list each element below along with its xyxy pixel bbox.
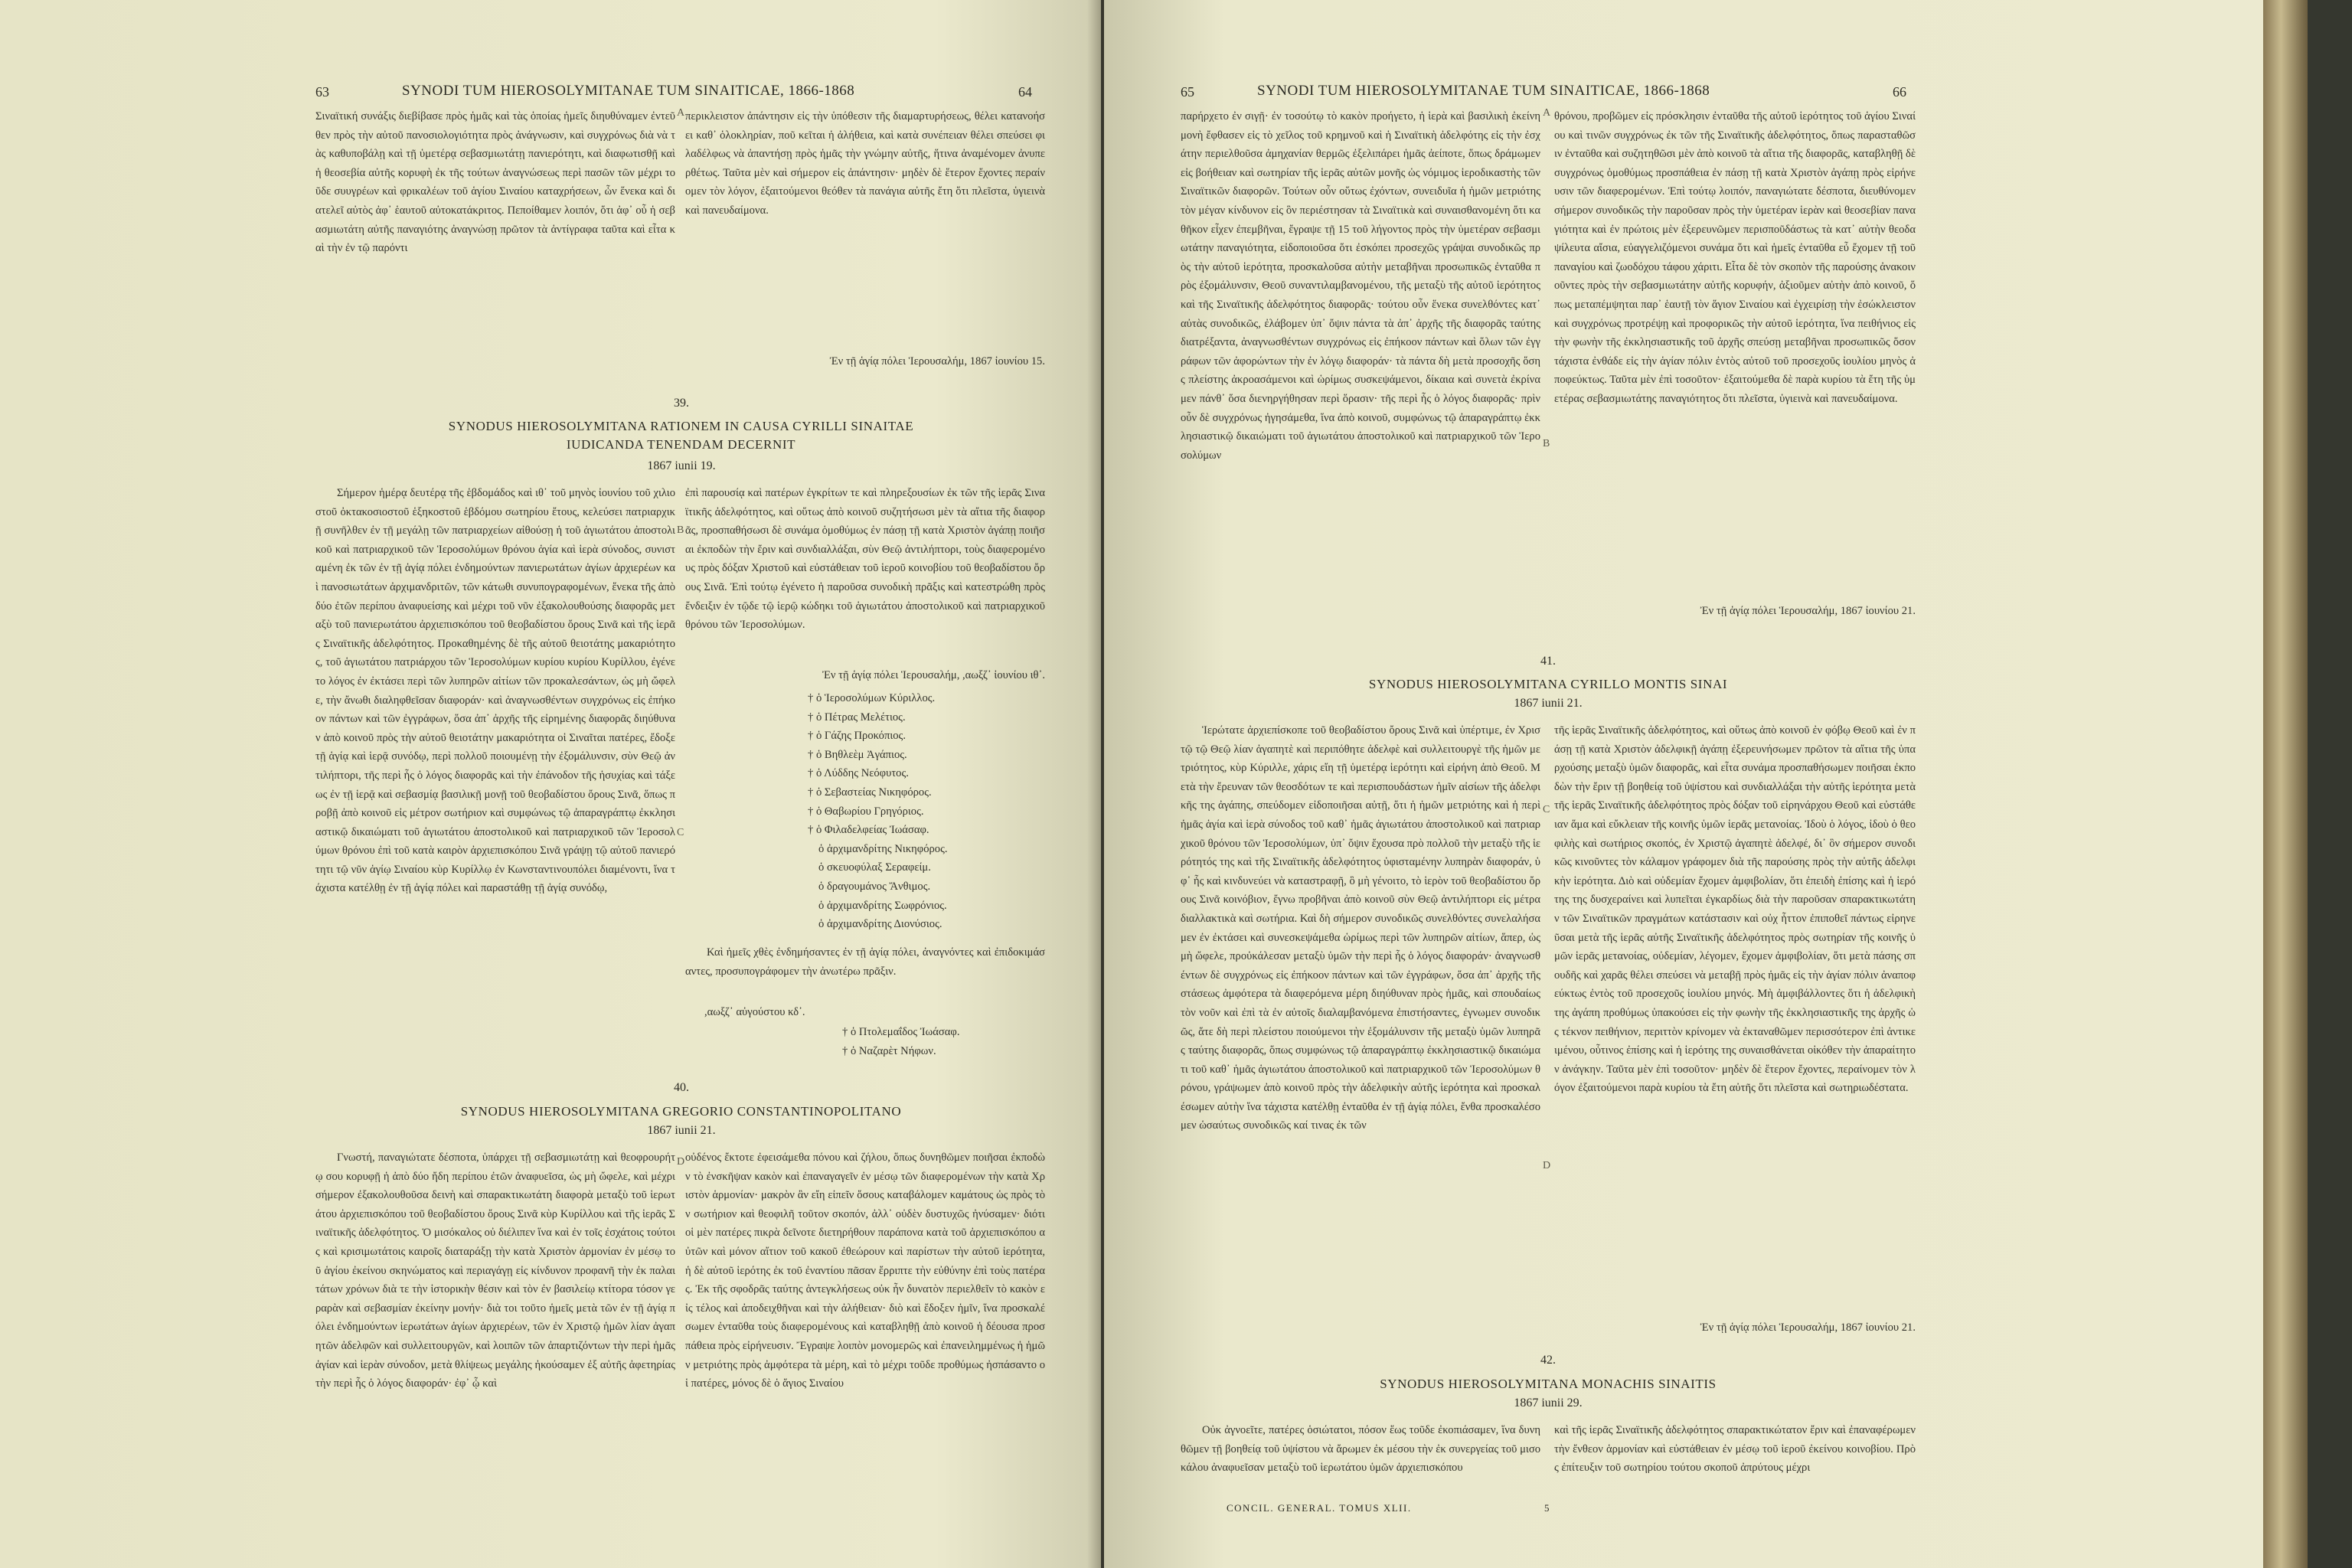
margin-marker-c: C (677, 827, 684, 838)
doc42-title: SYNODUS HIEROSOLYMITANA MONACHIS SINAITIS (1380, 1377, 1717, 1391)
footer-volume: CONCIL. GENERAL. TOMUS XLII. (1227, 1502, 1412, 1514)
right-page (1104, 0, 2308, 1568)
paragraph: Ἱερώτατε ἀρχιεπίσκοπε τοῦ θεοβαδίστου ὄρους Σινᾶ καὶ ὑπέρτιμε, ἐν Χριστῷ τῷ Θεῷ λίαν ἀγαπητὲ καὶ περιπόθητε ἀδελφὲ καὶ συλλειτουργὲ τῆς ἡμῶν μετριότητος, κὺρ Κύριλλε, χάρις εἴη τῇ ὑμετέρᾳ ἱερότητι καὶ εἰρήνη ἀπὸ Θεοῦ. Μετὰ τὴν ἔρευναν τῶν θεοσδότων τε καὶ περισπουδάστων ἡμῖν αἰσίων τῆς ἀδελφικῆς της ἀγάπης, σπεύδομεν εἰδοποιῆσαι αὐτῇ, ὅτι ἡ ἡμῶν μετριότης καὶ ἡ περὶ ἡμᾶς ἁγία καὶ ἱερὰ σύνοδος τοῦ καθ᾽ ἡμᾶς ἁγιωτάτου ἀποστολικοῦ καὶ πατριαρχικοῦ θρόνου τῶν Ἱεροσολύμων, ὑπ᾽ ὄψιν ἔχουσα πρὸ πολλοῦ τὴν μεταξὺ τῆς ἱερότητός της καὶ τῆς Σιναϊτικῆς ἀδελφότητος ὑφισταμένην λυπηρὰν διαφοράν, ὑφ᾽ ἧς καὶ κινδυνεύει νὰ καταστραφῇ, ὃ μὴ γένοιτο, τὸ ἱερὸν τοῦ θεοβαδίστου ὄρους Σινᾶ κοινόβιον, ἔγνω προβῆναι ἀπὸ κοινοῦ σὺν Θεῷ ἀντιλήπτορι εἰς μέτρα διαλλακτικὰ καὶ σωτήρια. Καὶ δὴ σήμερον συνοδικῶς συνελθόντες συνελαλήσαμεν ἐν ἐκτάσει καὶ συνεσκεψάμεθα ὡρίμως περὶ τῶν λυπηρῶν αἰτίων, ἅπερ, ὡς μὴ ὤφελε, προὐκάλεσαν μεταξὺ ὑμῶν τὴν περὶ ἧς ὁ λόγος διαφοράν· ἀναγνωσθέντων δὲ συγχρόνως εἰς ἐπήκοον πάντων καὶ τῶν ἐγγράφων, ὅσα ἀπ᾽ ἀρχῆς τῆς στάσεως ἀμφότερα τὰ διαφερόμενα μέρη διηύθυναν πρὸς ἡμᾶς, καὶ σπουδαίως τὸν νοῦν καὶ ἐπὶ τὰ ἐν αὐτοῖς διαλαμβανόμενα ἐπιστήσαντες, ἐγνωμεν συνοδικῶς, ἅτε δὴ περὶ πλείστου ποιούμενοι τὴν ἐξομάλυνσιν τῆς μεταξὺ ὑμῶν λυπηρᾶς ταύτης διαφορᾶς, ὅπως συμφώνως τῷ ἀπαραγράπτῳ ἐκκλησιαστικῷ δικαιώματι τοῦ καθ᾽ ἡμᾶς ἁγιωτάτου ἀποστολικοῦ καὶ πατριαρχικοῦ τῶν Ἱεροσολύμων θρόνου, γράψωμεν ἀπὸ κοινοῦ πρὸς τὴν ἀδελφικὴν αὐτῆς ἱερότητα καὶ προσκαλέσωμεν αὐτὴν ἵνα τάχιστα κατέλθῃ ἐνταῦθα ἐν τῇ ἁγίᾳ πόλει, ἔνθα προσκαλέσομεν ὡσαύτως συνοδικῶς καί τινας ἐκ τῶν (1181, 724, 1540, 1132)
doc39-number: 39. (674, 397, 689, 410)
paragraph: τῆς ἱερᾶς Σιναϊτικῆς ἀδελφότητος, καὶ οὕτως ἀπὸ κοινοῦ ἐν φόβῳ Θεοῦ καὶ ἐν πάσῃ τῇ κατὰ Χριστὸν ἀδελφικῇ ἀγάπῃ ἐξερευνήσωμεν πρῶτον τὰ αἴτια τῆς ὑπαρχούσης μεταξὺ ὑμῶν διαφορᾶς, καὶ εἶτα συνάμα προσπαθήσωμεν ποιῆσαι ἐκποδὼν τὴν ἔριν τῇ βοηθείᾳ τοῦ ὑψίστου καὶ συνδιαλλάξαι τὴν αὐτῆς ἱερότητα μετὰ τῆς ἱερᾶς Σιναϊτικῆς ἀδελφότητος πρὸς δόξαν τοῦ εἰρηνάρχου Θεοῦ καὶ εὐστάθειαν ἅμα καὶ εὔκλειαν τῆς κοινῆς ὑμῶν ἱερᾶς μετανοίας. Ἰδοὺ ὁ λόγος, ἰδοὺ ὁ θεοφιλὴς καὶ σωτήριος σκοπός, ἐν Χριστῷ ἀγαπητὲ ἀδελφέ, δι᾽ ὃν σήμερον συνοδικῶς κινοῦντες τὸν κάλαμον γράφομεν διὰ τῆς παρούσης πρὸς τὴν αὐτῆς ἀδελφικὴν ἱερότητα. Διὸ καὶ οὐδεμίαν ἔχομεν ἀμφιβολίαν, ὅτι ἐπειδὴ ἐπίσης καὶ ἡ ἱερότης της δυσχεραίνει καὶ λυπεῖται ἐγκαρδίως διὰ τὴν παροῦσαν σπαρακτικωτάτην τῶν Σιναϊτικῶν πραγμάτων κατάστασιν καὶ οὐχ ἧττον ἐπιποθεῖ πάντως εἰρηνεῦσαι μετὰ τῆς ἱερᾶς αὐτῆς Σιναϊτικῆς ἀδελφότητος πρὸς σωτηρίαν τῆς κοινῆς ὑμῶν ἱερᾶς μετανοίας, οὐδεμίαν, λέγομεν, ἔχομεν ἀμφιβολίαν, ὅτι μετὰ πάσης σπουδῆς καὶ χαρᾶς θέλει σπεύσει νὰ μεταβῇ πρὸς ἡμᾶς εἰς τὴν ἁγίαν πόλιν ἀναποφεύκτως ἐντὸς τοῦ προσεχοῦς ἰουλίου μηνός. Μὴ ἀμφιβάλλοντες ὅτι ἡ ἀδελφικὴ της ἀγάπη προθύμως ὑπακούσει εἰς τὴν φωνὴν τῆς ἐκκλησιαστικῆς της ἀρχῆς ὡς τέκνον πειθήνιον, περιττὸν κρίνομεν νὰ ἐκταναθῶμεν περισσότερον ἐπὶ ἀντικειμένου, οὗτινος ἐπίσης καὶ ἡ ἱερότης της συναισθάνεται οἰκόθεν τὴν ἀπαραίτητον ἀνάγκην. Ταῦτα μὲν ἐπὶ τοσοῦτον· μηδὲν δὲ ἕτερον ἔχοντες, περαίνομεν τὸν λόγον ἐξαιτούμενοι παρὰ κυρίου τὰ ἔτη αὐτῆς ὅτι πλεῖστα καὶ σωτηριωδέστατα. (1554, 724, 1916, 1095)
paragraph: Γνωστή, παναγιώτατε δέσποτα, ὑπάρχει τῇ σεβασμιωτάτῃ καὶ θεοφρουρήτῳ σου κορυφῇ ἡ ἀπὸ δύο ἤδη περίπου ἐτῶν ἀναφυεῖσα, ὡς μὴ ὤφελε, καὶ μέχρι σήμερον ἐξακολουθοῦσα δεινὴ καὶ σπαρακτικωτάτη διαφορὰ μεταξὺ τοῦ ἱερωτάτου ἀρχιεπισκόπου τοῦ θεοβαδίστου ὄρους Σινᾶ κὺρ Κυρίλλου καὶ τῆς ἱερᾶς Σιναϊτικῆς ἀδελφότητος. Ὁ μισόκαλος οὐ διέλιπεν ἵνα καὶ ἐν τοῖς ἐσχάτοις τούτοις καὶ κρισιμωτάτοις καιροῖς διαταράξῃ τὴν κατὰ Χριστὸν ἁρμονίαν ἐν μέσῳ τοῦ ἁγίου ἐκείνου σκηνώματος καὶ περιαγάγῃ εἰς κίνδυνον προφανῆ τὴν ἐκ παλαιτάτων χρόνων διὰ τε τὴν ἱστορικὴν θέσιν καὶ τὸν ἐν βασιλείῳ κτίτορα τόσον γεραρὰν καὶ σεβασμίαν ἐκείνην μονήν· διὰ τοι τοῦτο ἡμεῖς μετὰ τῶν ἐν τῇ ἁγίᾳ πόλει ἐνδημούντων ἱερωτάτων ἁγίων ἀρχιερέων, τῶν ἐν Χριστῷ ἡμῶν λίαν ἀγαπητῶν ἀδελφῶν καὶ συλλειτουργῶν, καὶ λοιπῶν τῶν ἀπαρτιζόντων τὴν περὶ ἡμᾶς ἁγίαν καὶ ἱερὰν σύνοδον, μετὰ θλίψεως μεγάλης ἠκούσαμεν ἐξ αὐτῆς ἀφετηρίας τὴν περὶ ἧς ὁ λόγος διαφοράν· ἐφ᾽ ᾧ καὶ (315, 1152, 675, 1390)
paragraph: ἐπὶ παρουσίᾳ καὶ πατέρων ἐγκρίτων τε καὶ πληρεξουσίων ἐκ τῶν τῆς ἱερᾶς Σιναϊτικῆς ἀδελφότητος, καὶ οὕτως ἀπὸ κοινοῦ συζητήσωσι μὲν τὰ αἴτια τῆς διαφορᾶς, προσπαθήσωσι δὲ συνάμα ὁμοθύμως ἐν πάσῃ τῇ κατὰ Χριστὸν ἀγάπῃ ποιῆσαι ἐκποδὼν τὴν ἔριν καὶ συνδιαλλάξαι, σὺν Θεῷ ἀντιλήπτορι, τοὺς διαφερομένους πρὸς δόξαν Χριστοῦ καὶ εὐστάθειαν τοῦ ἱεροῦ κοινοβίου τοῦ θεοβαδίστου ὄρους Σινᾶ. Ἐπὶ τούτῳ ἐγένετο ἡ παροῦσα συνοδικὴ πρᾶξις καὶ κατεστρώθη πρὸς ἔνδειξιν ἐν τῷδε τῷ ἱερῷ κώδηκι τοῦ ἁγιωτάτου ἀποστολικοῦ καὶ πατριαρχικοῦ θρόνου τῶν Ἱεροσολύμων. (685, 487, 1045, 632)
paragraph: Σήμερον ἡμέρᾳ δευτέρᾳ τῆς ἑβδομάδος καὶ ιθ᾽ τοῦ μηνὸς ἰουνίου τοῦ χιλιοστοῦ ὀκτακοσιοστοῦ ἑξηκοστοῦ ἑβδόμου σωτηρίου ἔτους, κελεύσει πατριαρχικῇ συνῆλθεν ἐν τῇ μεγάλῃ τῶν πατριαρχείων αἰθούσῃ ἡ τοῦ ἁγιωτάτου ἀποστολικοῦ καὶ πατριαρχικοῦ τῶν Ἱεροσολύμων θρόνου ἁγία καὶ ἱερὰ σύνοδος, συνισταμένη ἐκ τῶν ἐν τῇ ἁγίᾳ πόλει ἐνδημούντων πανιερωτάτων ἁγίων ἀρχιερέων καὶ πανοσιωτάτων ἀρχιμανδριτῶν, τῶν κάτωθι συνυπογραφομένων, ἕνεκα τῆς ἀπὸ δύο ἐτῶν περίπου ἀναφυείσης καὶ μέχρι τοῦ νῦν ἐξακολουθούσης διαφορᾶς μεταξὺ τοῦ πανιερωτάτου ἀρχιεπισκόπου τοῦ θεοβαδίστου ὄρους Σινᾶ καὶ τῆς ἱερᾶς Σιναϊτικῆς ἀδελφότητος. Προκαθημένης δὲ τῆς αὐτοῦ θειοτάτης μακαριότητος, τοῦ ἁγιωτάτου πατριάρχου τῶν Ἱεροσολύμων κυρίου κυρίου Κυρίλλου, ἐγένετο λόγος ἐν ἐκτάσει περὶ τῶν λυπηρῶν αἰτίων τῶν προκαλεσάντων, ὡς μὴ ὤφελε, τὴν ἄνωθι διαληφθεῖσαν διαφοράν· καὶ ἀναγνωσθέντων συγχρόνως εἰς ἐπήκοον πάντων καὶ τῶν ἐγγράφων, ὅσα ἀπ᾽ ἀρχῆς τῆς εἰρημένης διαφορᾶς διηύθυναν ἀπὸ κοινοῦ πρὸς τὴν αὐτοῦ θειοτάτην μακαριότητα οἱ Σιναῖται πατέρες, ἔδοξε τῇ ἁγίᾳ καὶ ἱερᾷ συνόδῳ, περὶ πολλοῦ ποιουμένῃ τὴν ἐξομάλυνσιν, σὺν Θεῷ ἀντιλήπτορι, τῆς περὶ ἧς ὁ λόγος διαφορᾶς καὶ τὴν ἐπάνοδον τῆς ἡσυχίας καὶ τάξεως ἐν τῇ ἱερᾷ καὶ σεβασμίᾳ βασιλικῇ μονῇ τοῦ θεοβαδίστου ὄρους Σινᾶ, ὅπως προβῇ ἀπὸ κοινοῦ εἰς μέτρον σωτήριον καὶ συμφώνως τῷ ἀπαραγράπτῳ ἐκκλησιαστικῷ δικαιώματι τοῦ ἁγιωτάτου ἀποστολικοῦ καὶ πατριαρχικοῦ τῶν Ἱεροσολύμων θρόνου ἐπὶ τοῦ κατὰ καιρὸν ἀρχιεπισκόπου Σινᾶ γράψῃ τῷ αὐτοῦ πανιερότητι τῷ νῦν ἁγίῳ Σιναίου κὺρ Κυρίλλῳ ἐν Κωνσταντινουπόλει διαμένοντι, ἵνα τάχιστα κατέλθῃ ἐν τῇ ἁγίᾳ πόλει καὶ παραστάθῃ τῇ ἁγίᾳ συνόδῳ, (315, 487, 675, 895)
signature: ὁ δραγουμάνος Ἄνθιμος. (818, 880, 931, 893)
right-col2-top-text (1554, 107, 1916, 597)
paragraph: θρόνου, προβῶμεν εἰς πρόσκλησιν ἐνταῦθα τῆς αὐτοῦ ἱερότητος τοῦ ἁγίου Σιναίου καὶ τινῶν συγχρόνως ἐκ τῶν τῆς Σιναϊτικῆς ἀδελφότητος, ὅπως παρασταθῶσιν ἐνταῦθα καὶ συζητηθῶσι μὲν ἀπὸ κοινοῦ τὰ αἴτια τῆς διαφορᾶς, καταβληθῇ δὲ συγχρόνως ὁμοθύμως προσπάθεια ἐν πάσῃ τῇ κατὰ Χριστὸν ἀγάπῃ πρὸς εἰρήνευσιν τῶν διαφερομένων. Ἐπὶ τούτῳ λοιπόν, παναγιώτατε δέσποτα, διευθύνομεν σήμερον συνοδικῶς τὴν παροῦσαν πρὸς τὴν ὑμετέραν ἱερὰν καὶ θεοσεβίαν παναγιότητα καὶ ἐν πρώτοις μὲν ἐξερευνῶμεν περισποῦδάστως τὰ κατ᾽ αὐτὴν θεοδαψίλευτα αἴσια, εὐαγγελιζόμενοι συνάμα ὅτι καὶ ἡμεῖς ἐνταῦθα εὖ ἔχομεν τῇ τοῦ παναγίου καὶ ζωοδόχου τάφου χάριτι. Εἶτα δὲ τὸν σκοπὸν τῆς παρούσης ἀνακοινοῦντες πρὸς τὴν σεβασμιωτάτην αὐτῆς κορυφήν, ἀξιοῦμεν αὐτὴν ἀπὸ κοινοῦ, ὅπως μεταπέμψηται παρ᾽ ἑαυτῇ τὸν ἅγιον Σιναίου καὶ ἐγχειρίσῃ τὴν ἐσώκλειστον καὶ συγχρόνως προτρέψῃ καὶ προφορικῶς τὴν αὐτοῦ ἱερότητα, ἵνα πειθήνιος εἰς τὴν φωνὴν τῆς ἐκκλησιαστικῆς τοῦ ἀρχῆς σπεύσῃ μεταβῆναι προσωπικῶς ὅσον τάχιστα ἐνθάδε εἰς τὴν ἁγίαν πόλιν ἐντὸς αὐτοῦ τοῦ προσεχοῦς ἰουλίου μηνὸς ἀποφεύκτως. Ταῦτα μὲν ἐπὶ τοσοῦτον· ἐξαιτούμεθα δὲ παρὰ κυρίου τὰ ἔτη τῆς ὑμετέρας σεβασμιωτάτης παναγιότητος ὅτι πλεῖστα, ὑγιεινὰ καὶ πανευδαίμονα. (1554, 110, 1916, 405)
doc39-post-signatures (842, 1023, 1041, 1064)
doc42-col2-text (1554, 1421, 1916, 1498)
signature: † ὁ Ναζαρὲτ Νήφων. (842, 1044, 936, 1057)
page-edge (2263, 0, 2308, 1568)
doc39-signatures (808, 689, 1053, 942)
doc40-number: 40. (674, 1081, 689, 1094)
left-col2-top-text (685, 107, 1045, 352)
doc41-number: 41. (1540, 655, 1556, 668)
margin-marker-d: D (677, 1156, 685, 1168)
signature: † ὁ Βηθλεὲμ Ἀγάπιος. (808, 748, 907, 761)
signature: ὁ ἀρχιμανδρίτης Σωφρόνιος. (818, 899, 947, 912)
doc41-col2-text (1554, 721, 1916, 1318)
doc40-col2-text (685, 1148, 1045, 1508)
signature: † ὁ Θαβωρίου Γρηγόριος. (808, 805, 924, 818)
doc39-post-date (704, 1003, 934, 1023)
date-line: Ἐν τῇ ἁγίᾳ πόλει Ἱερουσαλήμ, 1867 ἰουνίου 21. (1700, 1321, 1916, 1334)
signature: † ὁ Φιλαδελφείας Ἰωάσαφ. (808, 824, 929, 837)
doc42-date: 1867 iunii 29. (1514, 1396, 1583, 1410)
paragraph: Καὶ ἡμεῖς χθὲς ἐνδημήσαντες ἐν τῇ ἁγίᾳ πόλει, ἀναγνόντες καὶ ἐπιδοκιμάσαντες, προσυπογράφομεν τὴν ἀνωτέρω πρᾶξιν. (685, 946, 1045, 978)
page-number-66: 66 (1893, 84, 1906, 100)
doc39-post-text (685, 943, 1045, 1001)
date-line: ,αωξζ᾽ αὐγούστου κδ᾽. (704, 1006, 805, 1018)
page-number-65: 65 (1181, 84, 1194, 100)
margin-marker-d: D (1543, 1160, 1551, 1171)
left-col1-top-text (315, 107, 675, 467)
page-number-64: 64 (1018, 84, 1032, 100)
doc41-date-line (1554, 1318, 1916, 1338)
date-line: Ἐν τῇ ἁγίᾳ πόλει Ἱερουσαλήμ, 1867 ἰουνίου 15. (829, 355, 1045, 368)
doc41-col1-text (1181, 721, 1540, 1318)
left-col2-date (685, 352, 1045, 374)
left-page (0, 0, 1101, 1568)
doc40-col1-text (315, 1148, 675, 1508)
signature: † ὁ Ἱεροσολύμων Κύριλλος. (808, 692, 936, 704)
doc40-title: SYNODUS HIEROSOLYMITANA GREGORIO CONSTANTINOPOLITANO (460, 1104, 902, 1119)
signature: ὁ ἀρχιμανδρίτης Διονύσιος. (818, 918, 942, 931)
paragraph: Σιναϊτική συνάξις διεβίβασε πρὸς ἡμᾶς καὶ τὰς ὁποίας ἡμεῖς διηυθύναμεν ἐντεῦθεν πρὸς τὴν αὐτοῦ πανοσιολογιότητα πρὸς ἀνάγνωσιν, καὶ συγχρόνως διὰ νὰ τὰς καθυποβάλῃ καὶ τῇ ὑμετέρᾳ σεβασμιωτάτῃ πανιερότητι, καὶ διαφωτισθῇ καὶ ἡ θεοσεβία αὐτῆς κορυφὴ ἐκ τῆς τούτων ἀναγνώσεως περὶ πασῶν τῶν μέχρι τοῦδε συυγρέων καὶ φρικαλέων τοῦ ἁγίου Σιναίου καταχρήσεων, ὧν ἕνεκα καὶ διατελεῖ αὐτὸς ἀφ᾽ ἑαυτοῦ αὐτοκατάκριτος. Πεποίθαμεν λοιπόν, ὅτι ἀφ᾽ οὗ ἡ σεβασμιωτάτη αὐτῆς παναγιότης ἀναγνώσῃ πρῶτον τὰ ἀντίγραφα ταῦτα καὶ εἶτα καὶ τὴν ἐν τῷ παρόντι (315, 110, 675, 255)
doc40-date: 1867 iunii 21. (647, 1124, 716, 1137)
signature: † ὁ Γάζης Προκόπιος. (808, 730, 906, 743)
signature: † ὁ Πτολεμαΐδος Ἰωάσαφ. (842, 1026, 960, 1038)
right-col2-date (1554, 602, 1916, 622)
margin-marker-b: B (1543, 438, 1550, 449)
doc39-date-line (704, 666, 1045, 686)
paragraph: παρήρχετο ἐν σιγῇ· ἐν τοσούτῳ τὸ κακὸν προήγετο, ἡ ἱερὰ καὶ βασιλικὴ ἐκείνη μονὴ ἔφθασεν εἰς τὸ χεῖλος τοῦ κρημνοῦ καὶ ἡ Σιναϊτικὴ ἀδελφότης εἰς τὴν ἐσχάτην περιελθοῦσα ἀμηχανίαν θερμῶς ἐξελιπάρει ἡμᾶς ἀείποτε, ὅπως δράμωμεν εἰς βοήθειαν καὶ σωτηρίαν τῆς ἱερᾶς αὐτῶν μονῆς ὡς νόμιμος ἱεροδικαστὴς τῶν Σιναϊτικῶν διαφορῶν. Τούτων οὖν οὕτως ἐχόντων, συνειδυῖα ἡ ἡμῶν μετριότης τὸν μέγαν κίνδυνον εἰς ὃν περιέστησαν τὰ Σιναϊτικὰ καὶ συναισθανομένη ὅτι καθῆκον εἶχεν ἐπεμβῆναι, ἔγραψε τῇ 15 τοῦ λήγοντος πρὸς τὴν ὑμετέραν σεβασμιωτάτην παναγιότητα, εἰδοποιοῦσα ὅτι ἐσκόπει προσεχῶς γράψαι συνοδικῶς πρὸς τὴν αὐτοῦ ἱερότητα, προσκαλοῦσα αὐτὴν μεταβῆναι προσωπικῶς ἐνταῦθα πρὸς ἐξομάλυνσιν, Θεοῦ συναντιλαμβανομένου, τῆς μεταξὺ τῆς αὐτοῦ ἱερότητος καὶ τῆς Σιναϊτικῆς ἀδελφότητος διαφορᾶς· τούτου οὖν ἕνεκα συνελθόντες κατ᾽ αὐτὰς συνοδικῶς, ἐλάβομεν ὑπ᾽ ὄψιν πάντα τὰ ἀπ᾽ ἀρχῆς τῆς διαφορᾶς ταύτης διατρέξαντα, ἀναγνωσθέντων συγχρόνως εἰς ἐπήκοον πάντων καὶ ὅλων τῶν ἐγγράφων τῶν ἀφορώντων τὴν ἐν λόγῳ διαφοράν· τὰ πάντα δὴ μετὰ προσοχῆς ὅσης πλείστης ἀκροασάμενοι καὶ ὡρίμως συσκεψάμενοι, δίκαια καὶ συνετὰ ἐκρίναμεν πάνθ᾽ ὅσα διενηργήθησαν περὶ ὅρασιν· τῆς περὶ ἧς ὁ λόγος διαφορᾶς· πρὶν οὖν δὲ συγχρόνως ἠγησάμεθα, ἵνα ἀπὸ κοινοῦ, συμφώνως τῷ ἀπαραγράπτῳ ἐκκλησιαστικῷ δικαιώματι τοῦ ἁγιωτάτου ἀποστολικοῦ καὶ πατριαρχικοῦ τῶν Ἱεροσολύμων (1181, 110, 1540, 462)
doc39-col2-text (685, 484, 1045, 660)
doc39-col1-text (315, 484, 675, 1096)
signature: ὁ σκευοφύλαξ Σεραφείμ. (818, 861, 931, 874)
doc39-date: 1867 iunii 19. (647, 459, 716, 472)
margin-marker-a: A (1543, 107, 1551, 119)
signature: † ὁ Πέτρας Μελέτιος. (808, 710, 906, 724)
doc39-title (315, 417, 1047, 454)
right-col1-top-text (1181, 107, 1540, 643)
signature: † ὁ Λύδδης Νεόφυτος. (808, 767, 909, 780)
doc42-col1-text (1181, 1421, 1540, 1498)
date-line: Ἐν τῇ ἁγίᾳ πόλει Ἱερουσαλήμ, 1867 ἰουνίου 21. (1700, 605, 1916, 617)
date-line: Ἐν τῇ ἁγίᾳ πόλει Ἱερουσαλήμ, ,αωξζ᾽ ἰουνίου ιθ᾽. (822, 669, 1045, 681)
margin-marker-c: C (1543, 804, 1550, 815)
doc39-title-line2: IUDICANDA TENENDAM DECERNIT (566, 437, 796, 452)
margin-marker-b: B (677, 524, 684, 536)
paragraph: καὶ τῆς ἱερᾶς Σιναϊτικῆς ἀδελφότητος σπαρακτικώτατον ἔριν καὶ ἐπαναφέρωμεν τὴν ἔνθεον ἁρμονίαν καὶ εὐστάθειαν ἐν μέσῳ τοῦ ἱεροῦ ἐκείνου κοινοβίου. Πρὸς ἐπίτευξιν τοῦ σωτηρίου τούτου σκοποῦ ἀπρύτους μέχρι (1554, 1424, 1916, 1475)
doc41-title: SYNODUS HIEROSOLYMITANA CYRILLO MONTIS SINAI (1368, 677, 1728, 691)
page-number-63: 63 (315, 84, 329, 100)
doc41-date: 1867 iunii 21. (1514, 697, 1583, 710)
running-head-left: SYNODI TUM HIEROSOLYMITANAE TUM SINAITICAE, 1866-1868 (402, 83, 855, 99)
paragraph: οὐδένος ἔκτοτε ἐφεισάμεθα πόνου καὶ ζήλου, ὅπως δυνηθῶμεν ποιῆσαι ἐκποδὼν τὸ ἐνσκῆψαν κακὸν καὶ ἐπαναγαγεῖν ἐν μέσῳ τῶν διαφερομένων τὴν κατὰ Χριστὸν ἁρμονίαν· μακρὸν ἂν εἴη εἰπεῖν ὅσους καταβάλομεν καμάτους ὡς πρὸς τὸν σωτήριον καὶ θεοφιλῆ τοῦτον σκοπόν, ἀλλ᾽ οὐδὲν δυστυχῶς ἠνύσαμεν· διότι οἱ μὲν πατέρες πικρὰ δεῖνοτε διετηρήθουν παράπονα κατὰ τοῦ ἀρχιεπισκόπου αὐτῶν καὶ μόνον αἴτιον τοῦ κακοῦ ἐθεώρουν καὶ παρίστων τὴν αὐτοῦ ἱερότητα, ἡ δὲ αὐτοῦ ἱερότης ἐκ τοῦ ἐναντίου πᾶσαν ἔρριπτε τὴν εὐθύνην ἐπὶ τοὺς πατέρας. Ἐκ τῆς σφοδρᾶς ταύτης ἀντεγκλήσεως οὐκ ἦν δυνατὸν περιελθεῖν τὸ κακὸν εἰς τέλος καὶ ἀποδειχθῆναι καὶ τὴν ἀλήθειαν· διὸ καὶ ἔδοξεν ἡμῖν, ἵνα προσκαλέσωμεν ἐνταῦθα τοὺς διαφερομένους καὶ καταβληθῇ ἀπὸ κοινοῦ ἡ δέουσα προσπάθεια πρὸς εἰρήνευσιν. Ἔγραψε λοιπὸν μονομερῶς καὶ ἐπανειλημμένως ἡ ἡμῶν μετριότης πρὸς ἀμφότερα τὰ μέρη, καὶ τὸ μέχρι τοῦδε προθύμως ἠσπάσαντο οἱ πατέρες, μόνος δὲ ὁ ἅγιος Σιναίου (685, 1152, 1045, 1390)
paragraph: περικλειστον ἀπάντησιν εἰς τὴν ὑπόθεσιν τῆς διαμαρτυρήσεως, θέλει κατανοήσει καθ᾽ ὁλοκληρίαν, ποῦ κεῖται ἡ ἀλήθεια, καὶ κατὰ συνέπειαν θέλει σπεύσει φιλαδέλφως νὰ ἀπαντήσῃ πρὸς ἡμᾶς τὴν γνώμην αὐτῆς, ἥτινα ἀναμένομεν ἀνυπερθέτως. Ταῦτα μὲν καὶ σήμερον εἰς ἀπάντησιν· μηδὲν δὲ ἕτερον ἔχοντες περαίνομεν τὸν λόγον, ἐξαιτούμενοι θεόθεν τὰ πανάγια αὐτῆς ἔτη ὅτι πλεῖστα, ὑγιεινὰ καὶ πανευδαίμονα. (685, 110, 1045, 217)
doc42-number: 42. (1540, 1354, 1556, 1367)
signature: ὁ ἀρχιμανδρίτης Νικηφόρος. (818, 842, 948, 855)
doc39-title-line1: SYNODUS HIEROSOLYMITANA RATIONEM IN CAUSA CYRILLI SINAITAE (448, 419, 914, 433)
margin-marker-a: A (677, 107, 685, 119)
running-head-right: SYNODI TUM HIEROSOLYMITANAE TUM SINAITICAE, 1866-1868 (1257, 83, 1710, 99)
signature-mark: 5 (1544, 1502, 1550, 1514)
paragraph: Οὐκ ἀγνοεῖτε, πατέρες ὁσιώτατοι, πόσον ἕως τοῦδε ἐκοπιάσαμεν, ἵνα δυνηθῶμεν τῇ βοηθείᾳ τοῦ ὑψίστου νὰ ἄρωμεν ἐκ μέσου τὴν ἐκ συνεργείας τοῦ μισοκάλου ἀναφυεῖσαν μεταξὺ τοῦ ἱερωτάτου ὑμῶν ἀρχιεπισκόπου (1181, 1424, 1540, 1475)
signature: † ὁ Σεβαστείας Νικηφόρος. (808, 786, 932, 799)
